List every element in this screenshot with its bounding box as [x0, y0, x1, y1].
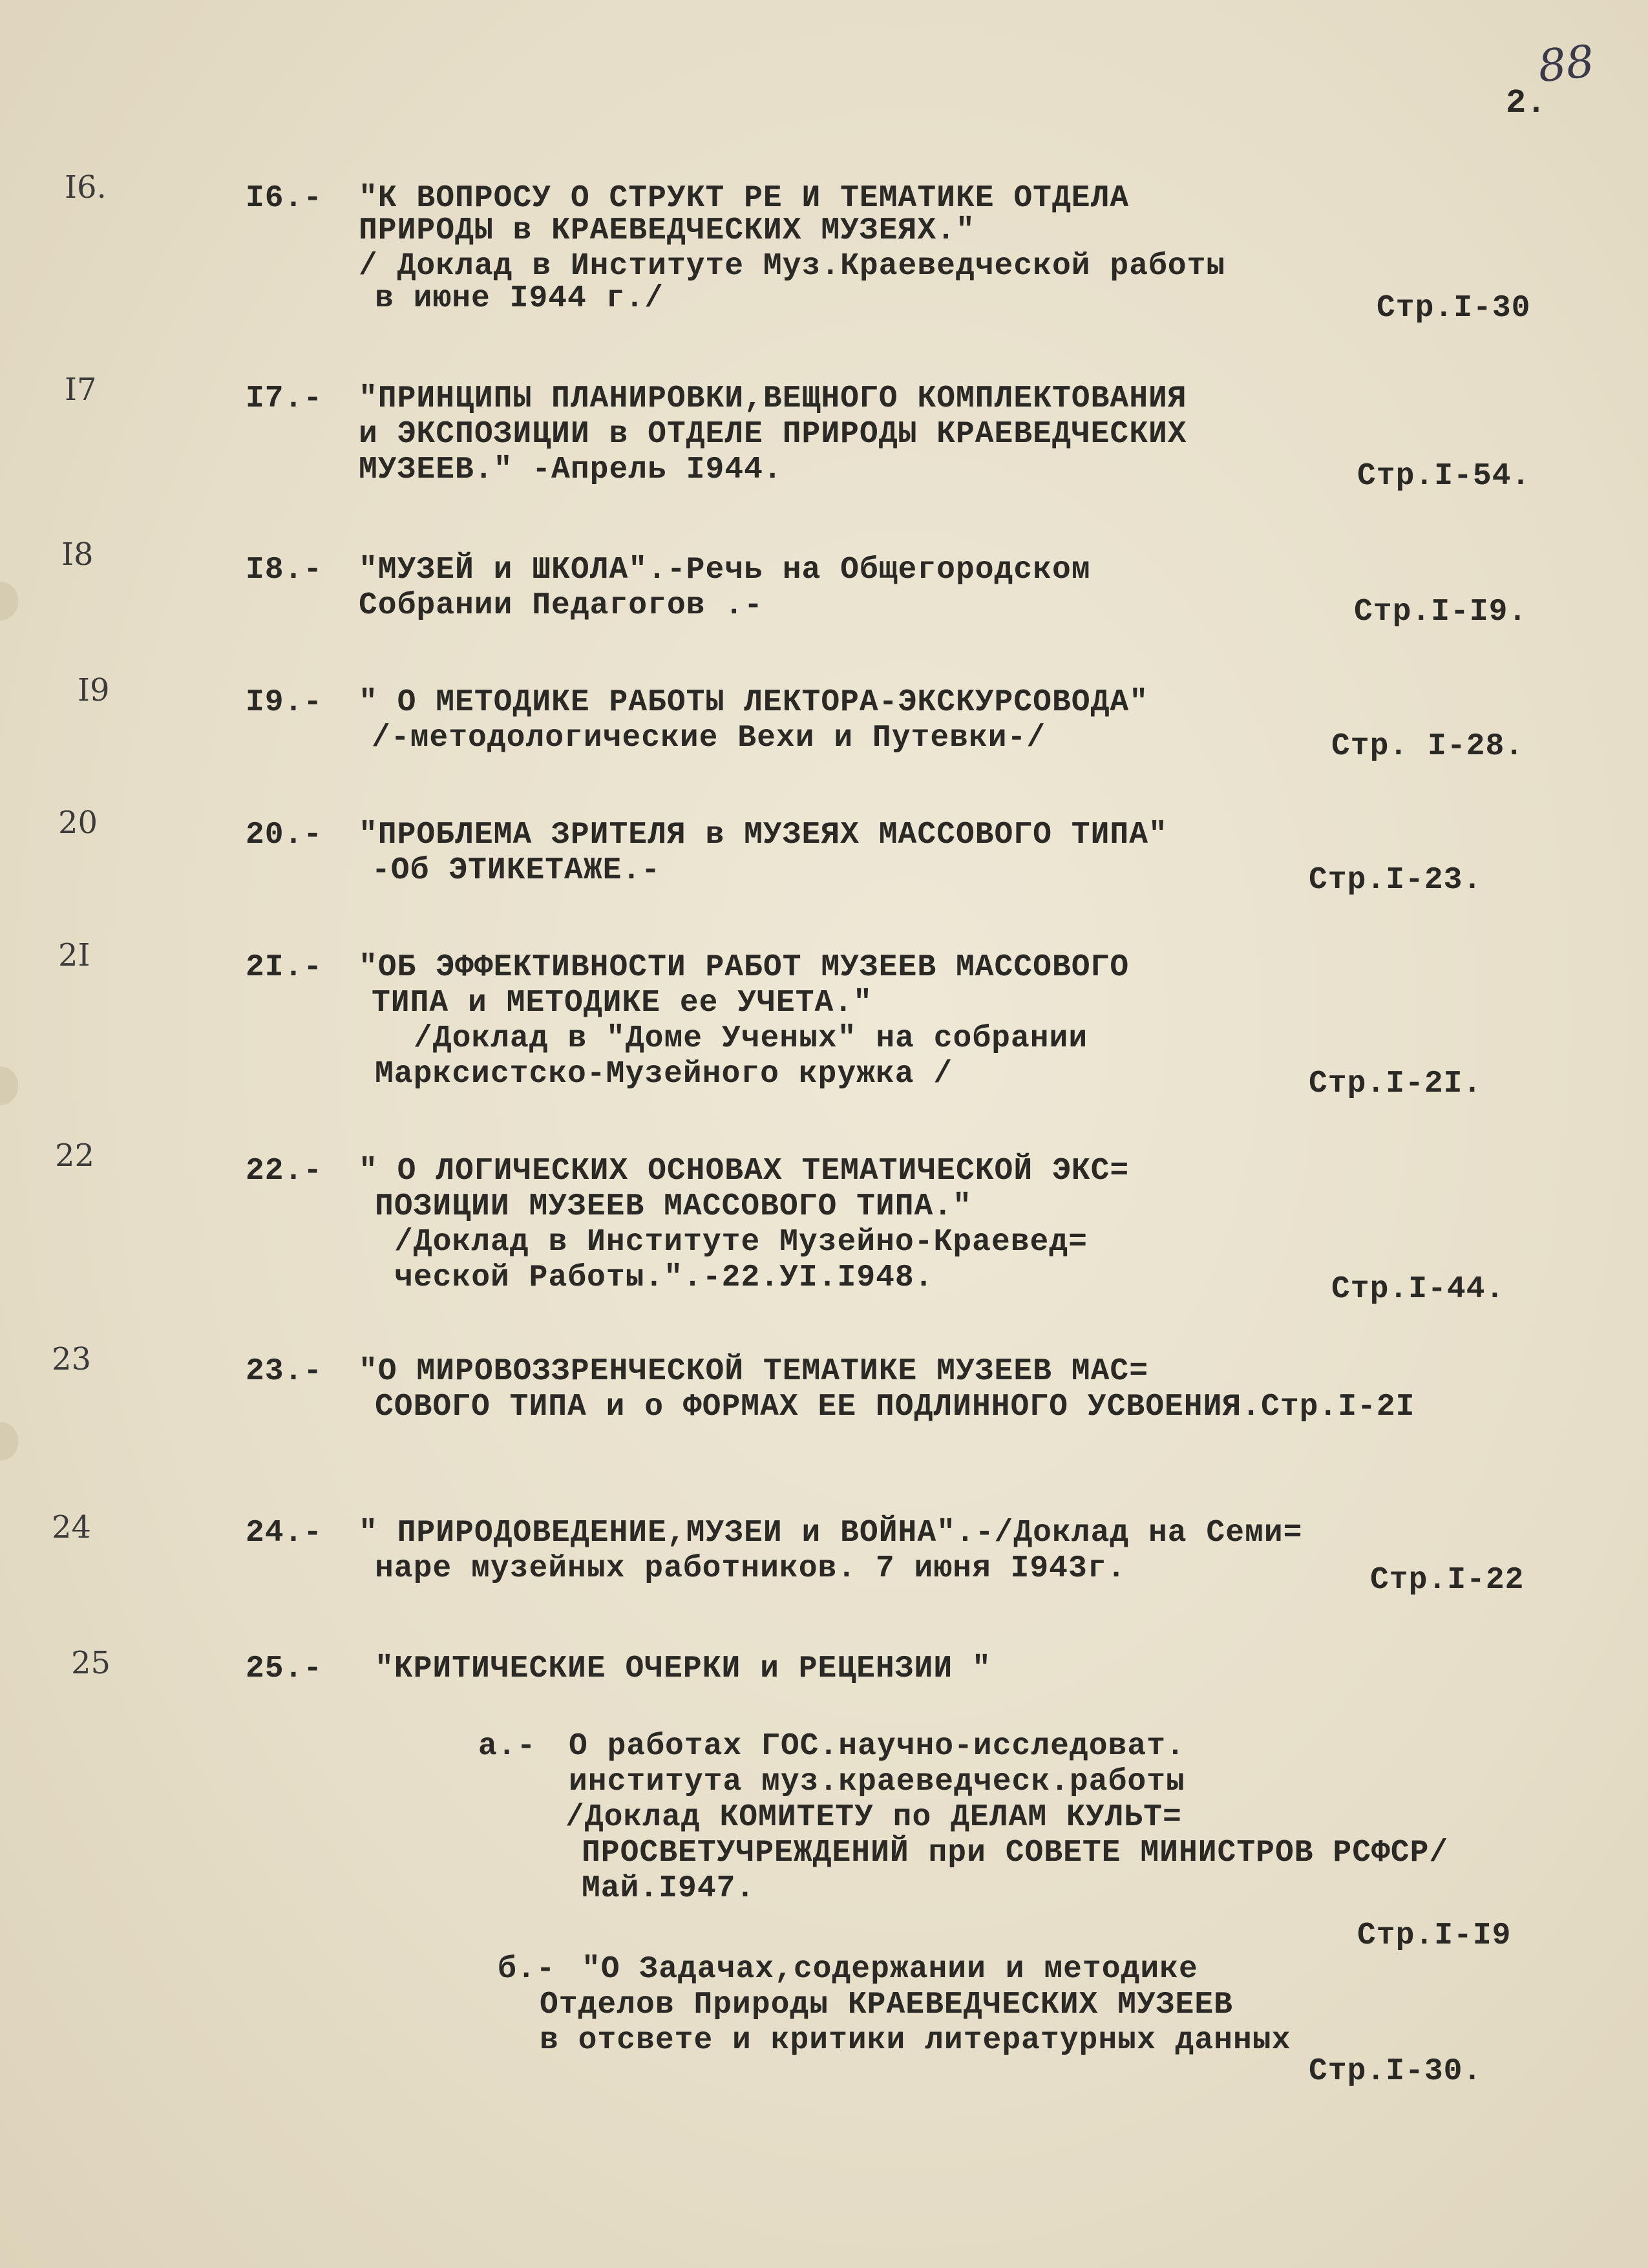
- margin-number: I9: [78, 672, 110, 708]
- entry-line: "О МИРОВОЗЗРЕНЧЕСКОЙ ТЕМАТИКЕ МУЗЕЕВ МАС=: [359, 1354, 1148, 1389]
- entry-line: СОВОГО ТИПА и о ФОРМАХ ЕЕ ПОДЛИННОГО УСВОЕНИЯ.Стр.I-2I: [375, 1390, 1415, 1425]
- sub-entry-line: /Доклад КОМИТЕТУ по ДЕЛАМ КУЛЬТ=: [565, 1800, 1182, 1835]
- page-number: 2.: [1506, 84, 1547, 122]
- punch-hole: [0, 1422, 18, 1461]
- page-reference: Стр. I-28.: [1331, 729, 1525, 764]
- sub-entry-line: в отсвете и критики литературных данных: [540, 2023, 1291, 2058]
- sub-entry-label: б.-: [498, 1952, 556, 1987]
- entry-line: " ПРИРОДОВЕДЕНИЕ,МУЗЕИ и ВОЙНА".-/Доклад на Семи=: [359, 1516, 1303, 1551]
- entry-line: ТИПА и МЕТОДИКЕ ее УЧЕТА.": [372, 986, 872, 1021]
- entry-number: 20.-: [246, 818, 323, 853]
- sub-entry-line: ПРОСВЕТУЧРЕЖДЕНИЙ при СОВЕТЕ МИНИСТРОВ РСФСР/: [582, 1836, 1449, 1871]
- margin-number: I8: [61, 536, 94, 573]
- entry-line: " О ЛОГИЧЕСКИХ ОСНОВАХ ТЕМАТИЧЕСКОЙ ЭКС=: [359, 1154, 1130, 1189]
- page-reference: Стр.I-30: [1377, 291, 1531, 326]
- entry-line: Марксистско-Музейного кружка /: [375, 1057, 953, 1092]
- entry-line: ческой Работы.".-22.УI.I948.: [394, 1260, 934, 1295]
- entry-line: МУЗЕЕВ." -Апрель I944.: [359, 452, 783, 487]
- sub-entry-line: Отделов Природы КРАЕВЕДЧЕСКИХ МУЗЕЕВ: [540, 1987, 1233, 2022]
- entry-number: 23.-: [246, 1354, 323, 1389]
- punch-hole: [0, 582, 18, 620]
- entry-line: /-методологические Вехи и Путевки-/: [372, 721, 1046, 756]
- entry-line: /Доклад в Институте Музейно-Краевед=: [394, 1225, 1088, 1260]
- page-reference: Стр.I-44.: [1331, 1272, 1505, 1307]
- page-reference: Стр.I-I9: [1357, 1918, 1512, 1953]
- entry-number: I7.-: [246, 381, 323, 416]
- entry-line: /Доклад в "Доме Ученых" на собрании: [414, 1021, 1088, 1056]
- margin-number: 23: [52, 1341, 92, 1377]
- entry-number: 24.-: [246, 1516, 323, 1551]
- sub-entry-line: института муз.краеведческ.работы: [569, 1765, 1185, 1799]
- margin-number: I7: [65, 372, 97, 408]
- entry-line: "ПРОБЛЕМА ЗРИТЕЛЯ в МУЗЕЯХ МАССОВОГО ТИПА": [359, 818, 1168, 853]
- margin-number: 22: [55, 1138, 95, 1174]
- margin-number: 2I: [58, 937, 90, 973]
- archive-folio-number: 88: [1536, 36, 1597, 93]
- entry-line: " О МЕТОДИКЕ РАБОТЫ ЛЕКТОРА-ЭКСКУРСОВОДА": [359, 685, 1148, 720]
- entry-line: "ОБ ЭФФЕКТИВНОСТИ РАБОТ МУЗЕЕВ МАССОВОГО: [359, 950, 1130, 985]
- entry-line: -Об ЭТИКЕТАЖЕ.-: [372, 853, 661, 888]
- page-reference: Стр.I-22: [1370, 1563, 1525, 1598]
- page-reference: Стр.I-2I.: [1309, 1066, 1483, 1101]
- entry-line: / Доклад в Институте Муз.Краеведческой работы: [359, 249, 1226, 284]
- entry-line: ПРИРОДЫ в КРАЕВЕДЧЕСКИХ МУЗЕЯХ.": [359, 213, 975, 248]
- entry-number: I8.-: [246, 553, 323, 588]
- entry-line: "К ВОПРОСУ О СТРУКТ РЕ И ТЕМАТИКЕ ОТДЕЛА: [359, 181, 1130, 216]
- margin-number: 24: [52, 1509, 92, 1545]
- page-reference: Стр.I-I9.: [1354, 595, 1528, 630]
- page-reference: Стр.I-23.: [1309, 863, 1483, 898]
- margin-number: 25: [71, 1645, 111, 1681]
- entry-number: I9.-: [246, 685, 323, 720]
- margin-number: I6.: [65, 169, 107, 206]
- entry-line: ПОЗИЦИИ МУЗЕЕВ МАССОВОГО ТИПА.": [375, 1189, 972, 1224]
- entry-line: в июне I944 г./: [375, 281, 664, 316]
- sub-entry-label: а.-: [478, 1729, 536, 1764]
- entry-line: "МУЗЕЙ и ШКОЛА".-Речь на Общегородском: [359, 553, 1091, 588]
- entry-line: наре музейных работников. 7 июня I943г.: [375, 1551, 1126, 1586]
- punch-hole: [0, 1066, 18, 1105]
- entry-line: "КРИТИЧЕСКИЕ ОЧЕРКИ и РЕЦЕНЗИИ ": [375, 1651, 991, 1686]
- entry-line: и ЭКСПОЗИЦИИ в ОТДЕЛЕ ПРИРОДЫ КРАЕВЕДЧЕСКИХ: [359, 417, 1187, 452]
- entry-number: I6.-: [246, 181, 323, 216]
- page-reference: Стр.I-30.: [1309, 2054, 1483, 2089]
- sub-entry-line: Май.I947.: [582, 1871, 755, 1906]
- sub-entry-line: "О Задачах,содержании и методике: [582, 1952, 1198, 1987]
- entry-line: Собрании Педагогов .-: [359, 588, 763, 623]
- entry-number: 2I.-: [246, 950, 323, 985]
- entry-line: "ПРИНЦИПЫ ПЛАНИРОВКИ,ВЕЩНОГО КОМПЛЕКТОВАНИЯ: [359, 381, 1187, 416]
- page-reference: Стр.I-54.: [1357, 459, 1531, 494]
- entry-number: 22.-: [246, 1154, 323, 1189]
- entry-number: 25.-: [246, 1651, 323, 1686]
- margin-number: 20: [58, 805, 98, 841]
- sub-entry-line: О работах ГОС.научно-исследоват.: [569, 1729, 1185, 1764]
